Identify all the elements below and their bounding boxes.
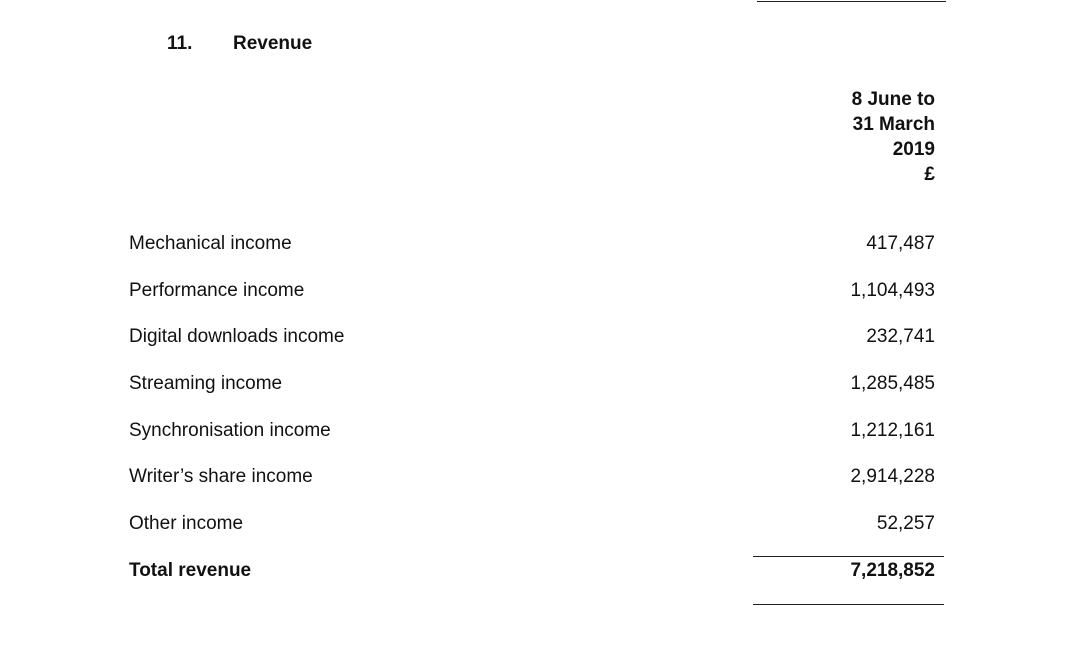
total-row — [129, 560, 935, 584]
row-value: 232,741 — [866, 326, 935, 347]
column-header-line-3: 2019 — [892, 139, 935, 160]
row-value: 1,104,493 — [850, 280, 935, 301]
row-label: Performance income — [129, 280, 305, 301]
total-label: Total revenue — [129, 560, 252, 581]
row-value: 1,285,485 — [850, 373, 935, 394]
column-header-line-1: 8 June to — [851, 89, 935, 110]
total-rule — [753, 604, 944, 605]
row-label: Mechanical income — [129, 233, 292, 254]
table-row — [129, 326, 935, 350]
table-row — [129, 373, 935, 397]
row-value: 2,914,228 — [850, 466, 935, 487]
note-title: Revenue — [233, 33, 313, 54]
table-row — [129, 420, 935, 444]
note-number: 11. — [167, 33, 193, 54]
table-row — [129, 513, 935, 537]
column-header-line-2: 31 March — [852, 114, 935, 135]
subtotal-rule — [753, 556, 944, 557]
row-label: Digital downloads income — [129, 326, 345, 347]
table-row — [129, 280, 935, 304]
row-label: Synchronisation income — [129, 420, 331, 441]
table-row — [129, 466, 935, 490]
row-value: 52,257 — [876, 513, 935, 534]
top-rule — [757, 1, 946, 2]
row-label: Streaming income — [129, 373, 283, 394]
row-label: Other income — [129, 513, 244, 534]
table-row — [129, 233, 935, 257]
column-header-currency: £ — [924, 164, 935, 185]
row-label: Writer’s share income — [129, 466, 313, 487]
column-header — [735, 87, 935, 187]
row-value: 1,212,161 — [850, 420, 935, 441]
total-value: 7,218,852 — [850, 560, 935, 581]
row-value: 417,487 — [866, 233, 935, 254]
